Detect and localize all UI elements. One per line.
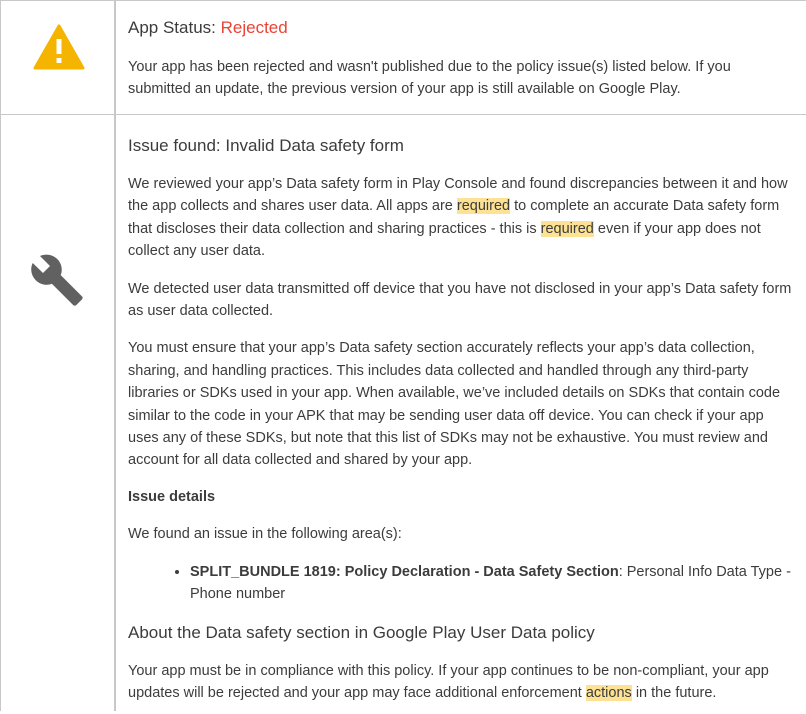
issue-list (128, 561, 796, 606)
status-content (116, 1, 806, 114)
app-status-heading (128, 18, 796, 38)
issue-content (116, 115, 806, 711)
issue-paragraph-1 (128, 173, 796, 263)
issue-item-detail: : Personal Info Data Type - Phone number (190, 563, 791, 603)
policy-section-title: About the Data safety section in Google Play User Data policy (128, 622, 595, 642)
issue-p1-text-c: even if your app does not collect any user data. (128, 220, 761, 260)
issue-p4-text-b: in the future. (631, 684, 717, 701)
issue-p1-text-a: We reviewed your app’s Data safety form in Play Console and found discrepancies between it and how the app collects and shares user data. All apps are (128, 176, 788, 215)
warning-icon (33, 24, 85, 70)
issue-details-intro: We found an issue in the following area(s): (128, 526, 402, 543)
issue-p4-text-a: Your app must be in compliance with this policy. If your app continues to be non-compliant, your app updates will be rejected and your app may face additional enforcement (128, 662, 769, 701)
issue-details-heading: Issue details (128, 488, 216, 505)
issue-icon-cell (1, 115, 116, 711)
issue-row (1, 115, 806, 711)
highlight-actions: actions (585, 684, 632, 701)
list-item (190, 561, 796, 606)
highlight-required-1: required (456, 198, 511, 215)
status-icon-cell (1, 1, 116, 114)
issue-item-name: SPLIT_BUNDLE 1819: Policy Declaration - Data Safety Section (190, 563, 619, 580)
status-row (1, 0, 806, 115)
issue-paragraph-3: You must ensure that your app’s Data safety section accurately reflects your app’s data collection, sharing, and handling practices. This includes data collected and handled through any third-party libraries or SDKs used in your app. When available, we’ve included details on SDKs that contain code similar to the code in your APK that may be sending user data off device. You can check if your app uses any of these SDKs, but note that this list of SDKs may not be exhaustive. You must review and account for all data collected and shared by your app. (128, 340, 781, 469)
issue-paragraph-2: We detected user data transmitted off device that you have not disclosed in your app’s Data safety form as user data collected. (128, 280, 792, 320)
highlight-required-2: required (540, 220, 594, 237)
app-status-label: App Status: (128, 18, 221, 37)
status-description: Your app has been rejected and wasn't published due to the policy issue(s) listed below. If you submitted an update, the previous version of your app is still available on Google Play. (128, 59, 731, 98)
issue-title: Issue found: Invalid Data safety form (128, 136, 404, 155)
app-status-value: Rejected (220, 18, 288, 37)
issue-paragraph-4 (128, 660, 796, 705)
wrench-icon (29, 252, 85, 308)
issue-p1-text-b: to complete an accurate Data safety form that discloses their data collection and sharing practices - this is (128, 198, 780, 237)
